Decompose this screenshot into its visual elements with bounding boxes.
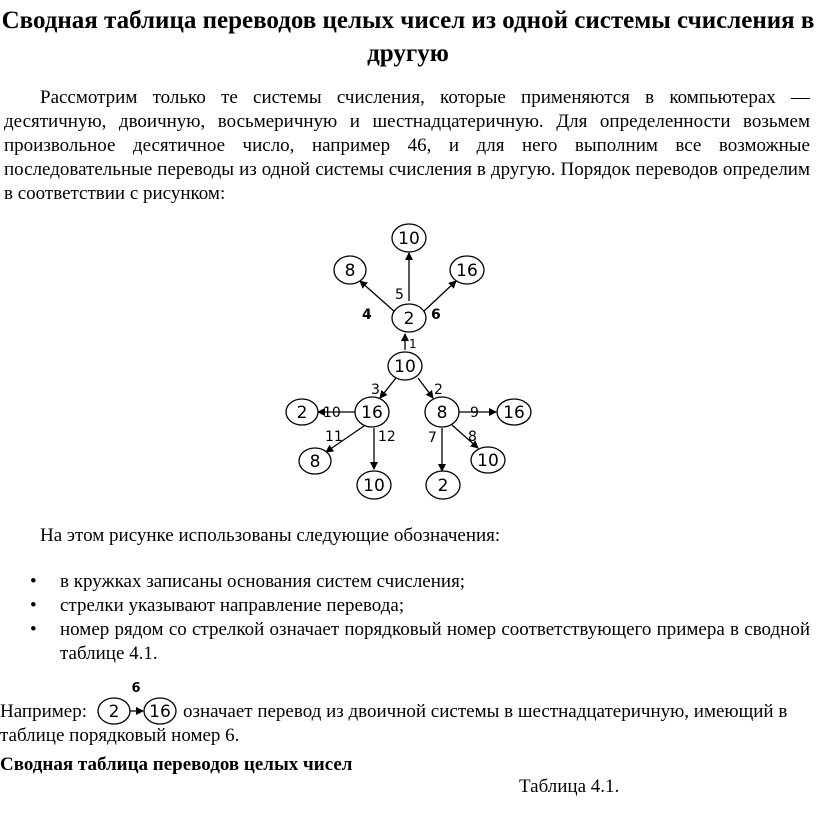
bullet: • <box>30 619 37 640</box>
legend-item: • стрелки указывают направление перевода; <box>30 595 405 616</box>
node-top-10: 10 <box>398 229 420 249</box>
summary-title: Сводная таблица переводов целых чисел <box>0 754 353 775</box>
node-l-10: 10 <box>363 476 385 496</box>
arrow-label-7: 7 <box>428 430 437 446</box>
legend-item: • номер рядом со стрелкой означает порядковый номер соответствующего примера в сводной таблице 4.1. <box>30 619 810 664</box>
table-label: Таблица 4.1. <box>519 776 620 797</box>
arrow-label-4: 4 <box>362 307 372 323</box>
legend-intro: На этом рисунке использованы следующие обозначения: <box>40 525 501 546</box>
arrow-label-3: 3 <box>371 382 380 398</box>
node-top-2: 2 <box>403 309 415 329</box>
node-r-10: 10 <box>477 451 499 471</box>
svg-text:16: 16 <box>149 702 171 722</box>
arrow-label-12: 12 <box>378 429 396 445</box>
arrow-label-6: 6 <box>431 307 441 323</box>
arrow-2 <box>418 378 433 398</box>
node-center: 10 <box>394 357 416 377</box>
arrow-3 <box>380 378 396 398</box>
conversion-diagram <box>0 220 816 520</box>
node-l-2: 2 <box>296 403 308 423</box>
arrow-label-8: 8 <box>468 429 477 445</box>
node-top-8: 8 <box>344 261 356 281</box>
arrow-label-10: 10 <box>323 405 341 421</box>
node-right-8: 8 <box>436 403 448 423</box>
example-text-cont: таблице порядковый номер 6. <box>0 725 240 746</box>
intro-paragraph: Рассмотрим только те системы счисления, которые применяются в компьютерах — десятичную, двоичную, восьмеричную и шестнадцатеричную. Для определенности возьмем произвольное десятичное число, например 46, и для него выполним все возможные последовательные переводы из одной системы счисления в другую. Порядок переводов определим в соответствии с рисунком: <box>4 87 810 204</box>
example-label: Например: <box>0 701 87 722</box>
bullet: • <box>30 595 37 616</box>
example-block <box>0 681 812 748</box>
arrow-label-11: 11 <box>325 429 343 445</box>
arrow-label-5: 5 <box>395 287 404 303</box>
svg-text:6: 6 <box>131 681 141 696</box>
legend-list <box>0 570 810 666</box>
node-left-16: 16 <box>361 403 383 423</box>
bullet: • <box>30 571 37 592</box>
example-text: означает перевод из двоичной системы в шестнадцатеричную, имеющий в <box>183 701 788 722</box>
node-top-16: 16 <box>456 261 478 281</box>
arrow-label-1: 1 <box>409 337 417 351</box>
page-title: Сводная таблица переводов целых чисел из одной системы счисления в другую <box>1 7 815 67</box>
example-icon <box>96 678 182 726</box>
node-r-16: 16 <box>503 403 525 423</box>
legend-item: • в кружках записаны основания систем счисления; <box>30 571 466 592</box>
node-l-8: 8 <box>309 452 321 472</box>
node-r-2: 2 <box>437 476 449 496</box>
arrow-label-9: 9 <box>470 405 479 421</box>
arrow-label-2: 2 <box>434 382 443 398</box>
svg-text:2: 2 <box>108 702 120 722</box>
